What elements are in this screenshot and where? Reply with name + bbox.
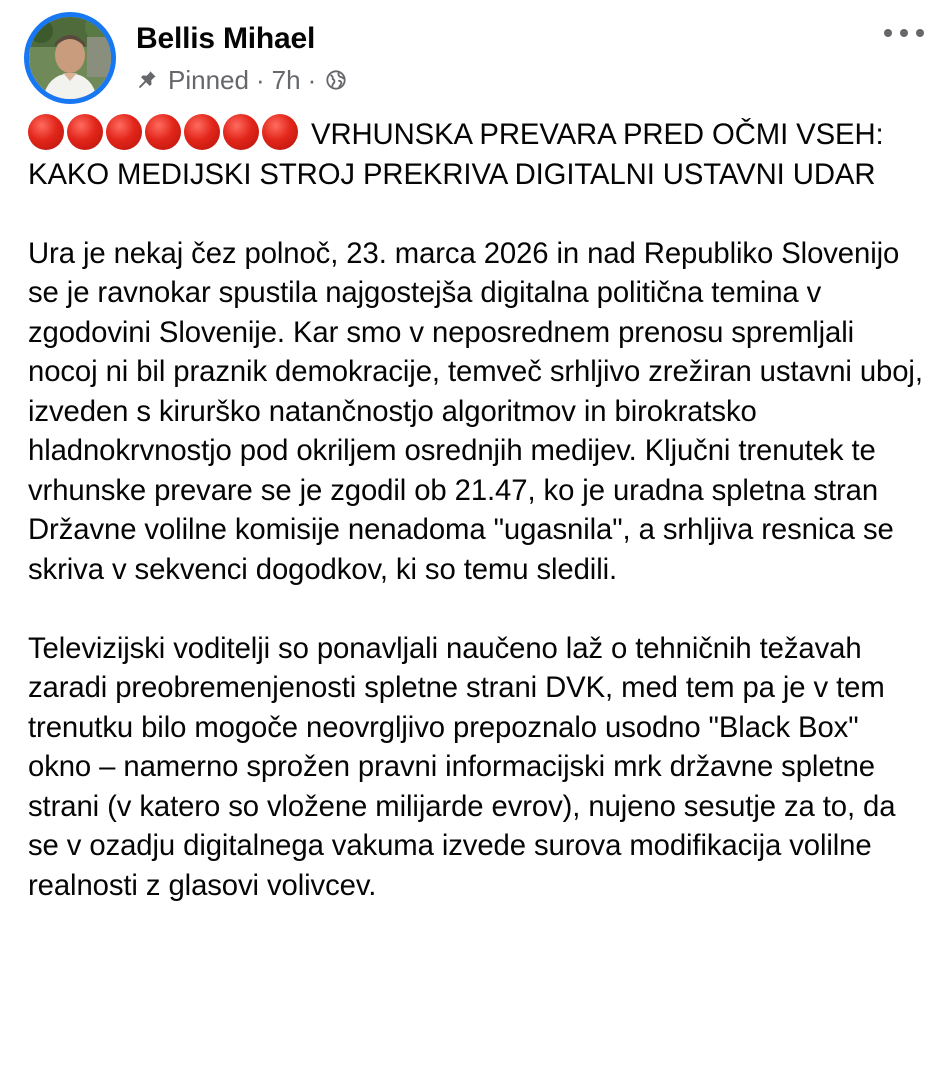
pinned-label: Pinned [168,64,249,95]
globe-icon[interactable] [325,69,347,91]
ellipsis-icon [916,29,924,37]
red-circle-emojis [28,114,301,150]
post-timestamp[interactable]: 7h [271,64,301,95]
author-name[interactable]: Bellis Mihael [136,22,316,55]
ellipsis-icon [884,29,892,37]
pushpin-icon [136,69,158,91]
meta-separator: · [307,64,317,95]
post-paragraph: Ura je nekaj čez polnoč, 23. marca 2026 in nad Republiko Slovenijo se je ravnokar spustila najgostejša digitalna politična temina v zgodovini Slovenije. Kar smo v neposrednem prenosu spremljali nocoj ni bil praznik demokracije, temveč srhljivo zrežiran ustavni uboj, izveden s kirurško natančnostjo algoritmov in birokratsko hladnokrvnostjo pod okriljem osrednjih medijev. Ključni trenutek te vrhunske prevare se je zgodil ob 21.47, ko je uradna spletna stran Državne volilne komisije nenadoma "ugasnila", a srhljiva resnica se skriva v sekvenci dogodkov, ki so temu sledili. [28,236,923,586]
post-meta [136,64,347,96]
post-title-text: VRHUNSKA PREVARA PRED OČMI VSEH: KAKO MEDIJSKI STROJ PREKRIVA DIGITALNI USTAVNI UDAR [28,118,884,191]
red-circle-icon [67,114,103,150]
red-circle-icon [106,114,142,150]
profile-photo-icon [29,17,111,99]
avatar-photo [29,17,111,99]
more-options-button[interactable] [884,26,924,40]
red-circle-icon [184,114,220,150]
post-title [28,114,928,194]
post-body [28,114,928,905]
meta-separator: · [255,64,265,95]
post-paragraph: Televizijski voditelji so ponavljali naučeno laž o tehničnih težavah zaradi preobremenjenosti spletne strani DVK, med tem pa je v tem trenutku bilo mogoče neovrgljivo prepoznalo usodno "Black Box" okno – namerno sprožen pravni informacijski mrk državne spletne strani (v katero so vložene milijarde evrov), nujeno sesutje za to, da se v ozadju digitalnega vakuma izvede surova modifikacija volilne realnosti z glasovi volivcev. [28,631,896,902]
ellipsis-icon [900,29,908,37]
post-header [24,12,924,104]
red-circle-icon [28,114,64,150]
avatar[interactable] [24,12,116,104]
red-circle-icon [223,114,259,150]
red-circle-icon [145,114,181,150]
red-circle-icon [262,114,298,150]
